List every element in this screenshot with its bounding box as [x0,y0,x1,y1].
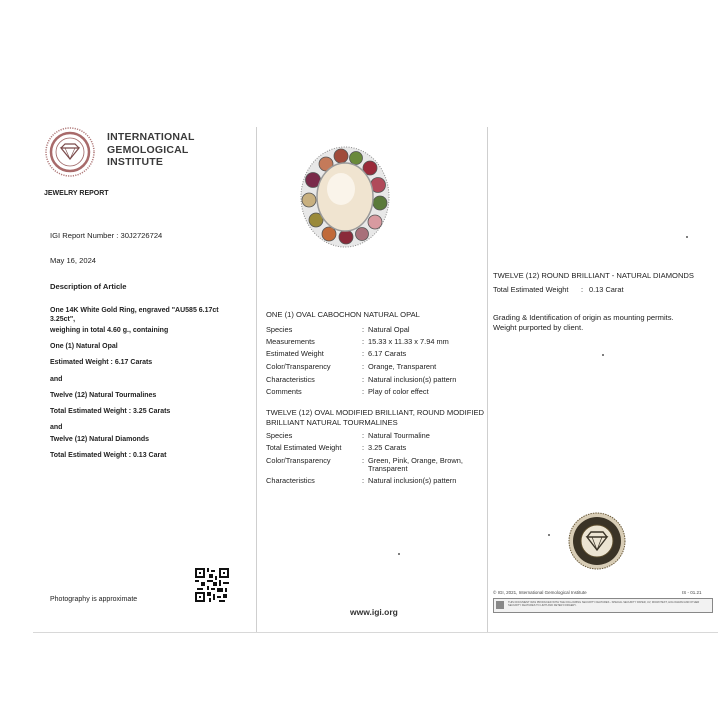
detail-value: Natural Tourmaline [368,431,430,440]
detail-value: 3.25 Carats [368,443,407,452]
igi-gold-seal [568,512,626,570]
detail-value: Green, Pink, Orange, Brown, [368,456,463,465]
opal-section-title: ONE (1) OVAL CABOCHON NATURAL OPAL [266,310,420,319]
article-line-1: One 14K White Gold Ring, engraved "AU585 6.17ct [50,307,219,314]
brand-line-2: GEMOLOGICAL [107,143,189,156]
fold-line-left [256,127,257,632]
detail-colon: : [362,325,365,334]
detail-label: Color/Transparency [266,456,331,465]
detail-colon: : [362,337,365,346]
detail-value-continued: Transparent [368,464,408,473]
igi-logo-seal [44,126,96,178]
detail-colon: : [581,285,584,294]
scan-speck [602,354,604,356]
fold-line-right [487,127,488,632]
weighing-text: weighing in total 4.60 g., containing [50,327,169,334]
detail-value: Natural inclusion(s) pattern [368,375,457,384]
security-hologram-icon [496,601,504,609]
ring-photo [299,145,391,249]
detail-value: 15.33 x 11.33 x 7.94 mm [368,337,449,346]
scan-speck [548,534,550,536]
detail-label: Characteristics [266,476,315,485]
gold-seal-icon [568,512,626,570]
copyright-text: © IGI, 2021, International Gemological Institute [493,590,587,595]
detail-colon: : [362,476,365,485]
detail-label: Color/Transparency [266,362,331,371]
detail-value: Play of color effect [368,387,429,396]
report-number: IGI Report Number : 30J2726724 [50,231,163,240]
detail-value: 0.13 Carat [589,285,624,294]
detail-value: 6.17 Carats [368,349,407,358]
qr-code[interactable] [195,568,229,602]
detail-colon: : [362,375,365,384]
detail-label: Total Estimated Weight [493,285,569,294]
qr-code-icon [195,568,229,602]
form-code: IS - 01.21 [682,590,702,595]
tourmaline-weight-line: Total Estimated Weight : 3.25 Carats [50,408,171,415]
detail-label: Measurements [266,337,315,346]
grading-line-2: Weight purported by client. [493,322,584,332]
grading-line-1: Grading & Identification of origin as mounting permits. [493,313,674,322]
brand-name [107,131,195,169]
detail-label: Characteristics [266,375,315,384]
opal-line: One (1) Natural Opal [50,343,118,350]
report-type: JEWELRY REPORT [44,190,109,197]
security-strip [493,598,713,613]
diamond-section-title: TWELVE (12) ROUND BRILLIANT - NATURAL DIAMONDS [493,271,694,280]
detail-value: Natural Opal [368,325,410,334]
grading-note [493,313,708,332]
detail-label: Species [266,431,293,440]
tourmaline-line: Twelve (12) Natural Tourmalines [50,392,157,399]
tourmaline-section-title [266,408,484,427]
detail-colon: : [362,362,365,371]
scan-speck [686,236,688,238]
scan-speck [398,553,400,555]
detail-value: Natural inclusion(s) pattern [368,476,457,485]
article-line-2: 3.25ct", [50,316,76,323]
and-line-2: and [50,424,63,431]
detail-label: Total Estimated Weight [266,443,342,452]
detail-colon: : [362,431,365,440]
brand-line-1: INTERNATIONAL [107,131,195,143]
brand-line-3: INSTITUTE [107,156,164,168]
security-text: THIS DOCUMENT WAS PRODUCED WITH THE FOLLOWING SECURITY FEATURES - SPECIAL SECURITY PAPER, UV, MICROTEXT, HOLOGRAM AND OTHER SECURITY FEATURES TO LIMIT AND DETER FORGERY. [508,601,700,608]
detail-colon: : [362,456,365,465]
opal-weight-line: Estimated Weight : 6.17 Carats [50,359,153,366]
igi-seal-icon [44,126,96,178]
detail-label: Estimated Weight [266,349,324,358]
report-date: May 16, 2024 [50,256,97,265]
photo-note: Photography is approximate [50,596,138,603]
detail-colon: : [362,349,365,358]
tourmaline-title-line-1: TWELVE (12) OVAL MODIFIED BRILLIANT, ROUND MODIFIED [266,408,484,417]
diamond-weight-line: Total Estimated Weight : 0.13 Carat [50,452,167,459]
detail-colon: : [362,443,365,452]
description-heading: Description of Article [50,282,127,291]
opal-ring-image [299,145,391,249]
tourmaline-title-line-2: BRILLIANT NATURAL TOURMALINES [266,417,398,427]
detail-label: Species [266,325,293,334]
detail-label: Comments [266,387,302,396]
detail-colon: : [362,387,365,396]
website-link[interactable]: www.igi.org [350,607,398,617]
detail-value: Orange, Transparent [368,362,437,371]
and-line-1: and [50,376,63,383]
article-description [50,306,250,324]
diamond-line: Twelve (12) Natural Diamonds [50,436,150,443]
